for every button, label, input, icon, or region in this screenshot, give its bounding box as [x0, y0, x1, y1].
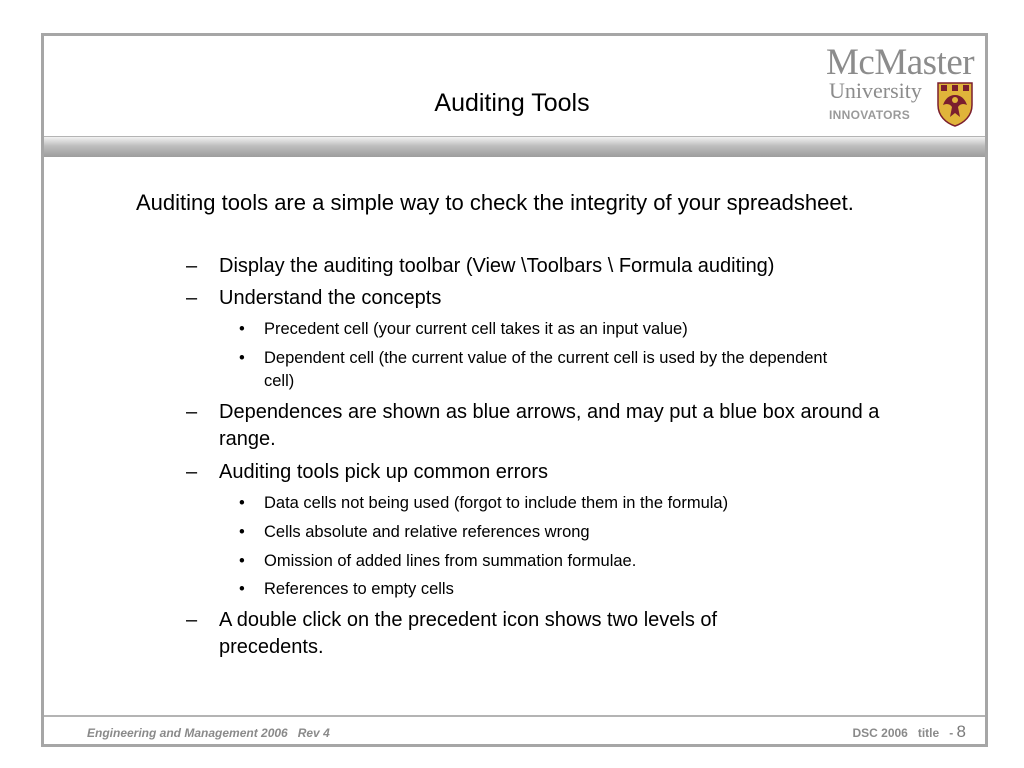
- dot-marker: •: [239, 523, 245, 541]
- sub-bullet: [186, 459, 896, 486]
- dot-marker: •: [239, 494, 245, 512]
- page-number: 8: [956, 722, 966, 741]
- sub-bullet: [186, 253, 896, 280]
- dot-marker: •: [239, 552, 245, 570]
- detail-bullet: [239, 578, 879, 601]
- dash-marker: –: [186, 287, 198, 309]
- slide-title: Auditing Tools: [434, 89, 590, 117]
- detail-bullet: [239, 550, 879, 573]
- footer-rule: [44, 715, 985, 717]
- sub-bullet-text: A double click on the precedent icon shows two levels of precedents.: [219, 609, 718, 658]
- sub-bullet: [186, 607, 826, 661]
- detail-bullet-text: Data cells not being used (forgot to include them in the formula): [264, 494, 729, 512]
- dash-marker: –: [186, 401, 198, 423]
- sub-bullet: [186, 285, 896, 312]
- detail-bullet-text: Dependent cell (the current value of the current cell is used by the dependent cell): [264, 349, 828, 390]
- detail-bullet-text: Precedent cell (your current cell takes it as an input value): [264, 320, 688, 338]
- dot-marker: •: [239, 320, 245, 338]
- footer-course: Engineering and Management 2006 Rev 4: [87, 726, 330, 740]
- footer-title: DSC 2006 title -: [852, 726, 957, 740]
- dash-marker: –: [186, 461, 198, 483]
- detail-bullet-text: Cells absolute and relative references wrong: [264, 523, 590, 541]
- sub-bullet: [186, 399, 901, 453]
- dot-marker: •: [239, 349, 245, 367]
- detail-bullet: [239, 347, 859, 393]
- sub-bullet-text: Understand the concepts: [219, 287, 442, 309]
- logo-university: University: [829, 78, 922, 103]
- footer-page-info: [852, 722, 966, 743]
- detail-bullet: [239, 521, 879, 544]
- dash-marker: –: [186, 255, 198, 277]
- logo-tagline: INNOVATORS: [829, 108, 911, 122]
- dot-marker: •: [239, 580, 245, 598]
- sub-bullet-text: Display the auditing toolbar (View \Toolbars \ Formula auditing): [219, 255, 775, 277]
- detail-bullet-text: Omission of added lines from summation formulae.: [264, 552, 637, 570]
- dash-marker: –: [186, 609, 198, 631]
- detail-bullet-text: References to empty cells: [264, 580, 454, 598]
- detail-bullet: [239, 492, 879, 515]
- detail-bullet: [239, 318, 879, 341]
- main-bullet: Auditing tools are a simple way to check the integrity of your spreadsheet.: [136, 190, 854, 215]
- logo-name: McMaster: [826, 42, 975, 83]
- sub-bullet-text: Auditing tools pick up common errors: [219, 461, 549, 483]
- sub-bullet-text: Dependences are shown as blue arrows, and may put a blue box around a range.: [219, 401, 880, 450]
